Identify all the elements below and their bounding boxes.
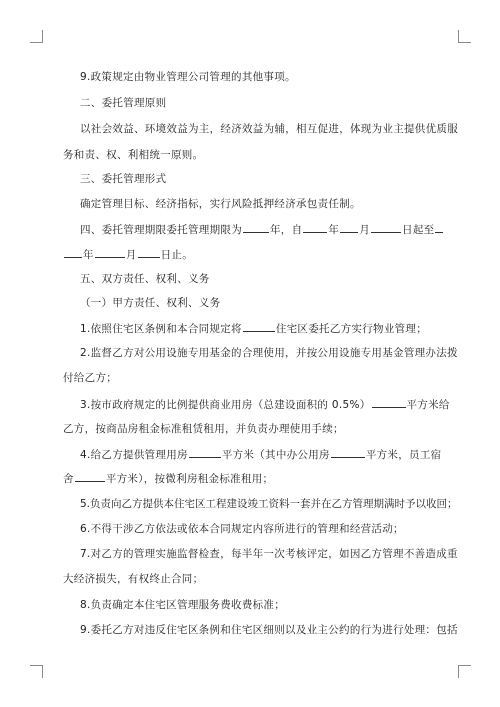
paragraph-text: 2.监督乙方对公用设施专用基金的合理使用，并按公用设施专用基金管理办法拨 <box>80 347 458 359</box>
paragraph-text: 6.不得干涉乙方依法或依本合同规定内容所进行的管理和经营活动； <box>80 523 404 535</box>
paragraph-item-7-line1 <box>80 547 458 561</box>
fill-blank <box>372 397 406 408</box>
fill-blank <box>331 447 365 458</box>
paragraph-item-4-line2 <box>63 471 448 486</box>
paragraph-item-3-line2 <box>63 422 448 436</box>
paragraph-item-2-line1 <box>80 346 458 360</box>
paragraph-management-form <box>80 197 448 211</box>
fill-blank <box>243 321 275 332</box>
paragraph-text: 大经济损失，有权终止合同； <box>63 573 204 585</box>
paragraph-text: 日起至 <box>402 224 435 236</box>
paragraph-item-7-line2 <box>63 572 448 586</box>
fill-blank <box>138 247 160 258</box>
heading-text: （一）甲方责任、权利、义务 <box>80 297 221 309</box>
paragraph-term-line2 <box>63 247 448 262</box>
fill-blank <box>435 222 443 233</box>
paragraph-item-9b <box>80 623 458 637</box>
fill-blank <box>371 222 401 233</box>
paragraph-principle-line1 <box>80 122 458 136</box>
paragraph-term-line1 <box>80 222 448 237</box>
paragraph-text: 5.负责向乙方提供本住宅区工程建设竣工资料一套并在乙方管理期满时予以收回； <box>80 498 458 510</box>
paragraph-text: 月 <box>359 224 371 236</box>
paragraph-text: 4.给乙方提供管理用房 <box>80 449 188 461</box>
fill-blank <box>340 222 358 233</box>
paragraph-item-6 <box>80 522 448 536</box>
heading-section-3 <box>80 172 448 186</box>
paragraph-text: 付给乙方； <box>63 372 117 384</box>
paragraph-text: 年 <box>83 249 94 261</box>
heading-section-2 <box>80 96 448 110</box>
paragraph-text: 平方米，员工宿 <box>365 449 442 461</box>
paragraph-text: 平方米），按微利房租金标准租用； <box>105 473 274 485</box>
paragraph-text: 年，自 <box>270 224 303 236</box>
paragraph-item-9 <box>80 70 448 84</box>
fill-blank <box>189 447 221 458</box>
paragraph-text: 7.对乙方的管理实施监督检查，每半年一次考核评定，如因乙方管理不善造成重 <box>80 548 458 560</box>
paragraph-text: 平方米（其中办公用房 <box>221 449 330 461</box>
paragraph-item-2-line2 <box>63 371 448 385</box>
paragraph-principle-line2 <box>63 148 448 162</box>
paragraph-text: 3.按市政府规定的比例提供商业用房（总建设面积的 0.5%） <box>80 399 371 411</box>
paragraph-text: 舍 <box>63 473 74 485</box>
paragraph-text: 平方米给 <box>406 399 450 411</box>
paragraph-text: 确定管理目标、经济指标，实行风险抵押经济承包责任制。 <box>80 198 361 210</box>
paragraph-text: 乙方，按商品房租金标准租赁租用，并负责办理使用手续； <box>63 423 344 435</box>
fill-blank <box>243 222 269 233</box>
paragraph-item-1 <box>80 321 448 336</box>
heading-text: 三、委托管理形式 <box>80 173 167 185</box>
paragraph-item-5 <box>80 497 458 511</box>
paragraph-text: 住宅区委托乙方实行物业管理； <box>275 323 428 335</box>
paragraph-text: 四、委托管理期限委托管理期限为 <box>80 224 242 236</box>
paragraph-item-8 <box>80 598 448 612</box>
paragraph-text: 8.负责确定本住宅区管理服务费收费标准； <box>80 599 286 611</box>
paragraph-text: 1.依照住宅区条例和本合同规定将 <box>80 323 242 335</box>
paragraph-text: 9.委托乙方对违反住宅区条例和住宅区细则以及业主公约的行为进行处理：包括 <box>80 624 458 636</box>
paragraph-text: 务和责、权、利相统一原则。 <box>63 149 204 161</box>
heading-subsection-1 <box>80 296 448 310</box>
paragraph-text: 9.政策规定由物业管理公司管理的其他事项。 <box>80 71 296 83</box>
heading-section-5 <box>80 272 448 286</box>
fill-blank <box>95 247 125 258</box>
paragraph-text: 年 <box>328 224 340 236</box>
paragraph-item-3-line1 <box>80 397 448 412</box>
heading-text: 二、委托管理原则 <box>80 97 167 109</box>
paragraph-item-4-line1 <box>80 447 448 462</box>
paragraph-text: 以社会效益、环境效益为主，经济效益为辅，相互促进，体现为业主提供优质服 <box>80 123 458 135</box>
fill-blank <box>75 471 105 482</box>
paragraph-text: 月 <box>125 249 137 261</box>
fill-blank <box>303 222 327 233</box>
heading-text: 五、双方责任、权利、义务 <box>80 273 210 285</box>
fill-blank <box>64 247 82 258</box>
paragraph-text: 日止。 <box>160 249 194 261</box>
